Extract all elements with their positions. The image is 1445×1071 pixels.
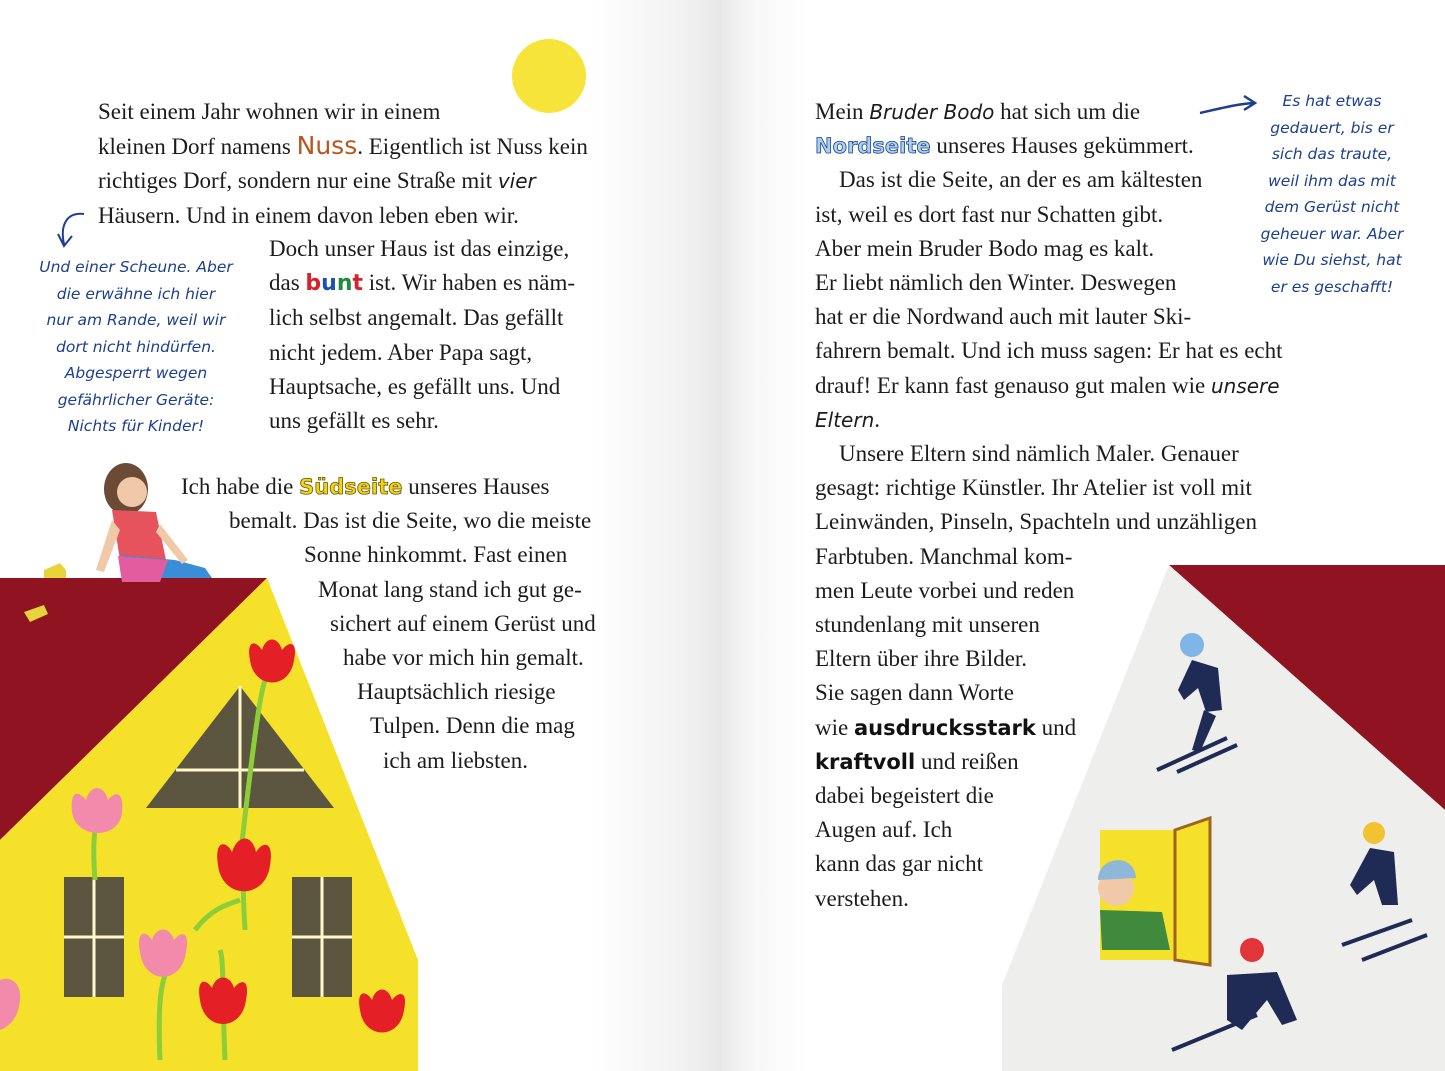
paragraph-haus: Doch unser Haus ist das einzige, das bunt ist. Wir haben es näm- lich selbst angemalt. Das gefällt nicht jedem. Aber Papa sagt, Hauptsache, es gefällt uns. Und uns gefällt es sehr. [269, 236, 576, 434]
word-nuss: Nuss [296, 131, 358, 161]
word-eltern: Eltern [815, 407, 875, 432]
word-ausdrucksstark: ausdrucksstark [853, 715, 1036, 740]
word-bruder-bodo: Bruder Bodo [869, 100, 995, 124]
text-line: Seit einem Jahr wohnen wir in einem [98, 99, 441, 124]
word-kraftvoll: kraftvoll [815, 749, 916, 774]
word-suedseite: Südseite [299, 475, 403, 499]
word-bunt: bunt [305, 271, 364, 297]
note-arrow-icon [58, 214, 84, 246]
margin-note-geruest: Es hat etwas gedauert, bis er sich das traute, weil ihm das mit dem Gerüst nicht geheuer war. Aber wie Du siehst, hat er es geschafft! [1260, 92, 1404, 296]
paragraph-suedseite: Ich habe die Südseite unseres Hauses bemalt. Das ist die Seite, wo die meiste Sonne hinkommt. Fast einen Monat lang stand ich gut ge- sichert auf einem Gerüst und habe vor mich hin gemalt. Hauptsächlich riesige Tulpen. Denn die mag ich am liebsten. [181, 474, 596, 773]
word-nordseite: Nordseite [815, 134, 931, 159]
right-page [722, 0, 1445, 1071]
word-unsere: unsere [1210, 373, 1280, 398]
window-right [292, 877, 352, 997]
paragraph-bodo: Mein Bruder Bodo hat sich um die Nordseite unseres Hauses gekümmert. Das ist die Seite, an der es am kältesten ist, weil es dort fast nur Schatten gibt. Aber mein Bruder Bodo mag es kalt. Er liebt nämlich den Winter. Deswegen hat er die Nordwand auch mit lauter Ski- fahrern bemalt. Und ich muss sagen: Er hat es echt drauf! Er kann fast genauso gut malen wie unsere Eltern. Unsere Eltern sind nämlich Maler. Genauer gesagt: richtige Künstler. Ihr Atelier ist voll mit Leinwänden, Pinseln, Spachteln und unzähligen Farbtuben. Manchmal kom- men Leute vorbei und reden stundenlang mit unseren Eltern über ihre Bilder. Sie sagen dann Worte wie ausdrucksstark und kraftvoll und reißen dabei begeistert die Augen auf. Ich kann das gar nicht verstehen. [815, 99, 1283, 911]
paragraph-dorf: Seit einem Jahr wohnen wir in einem kleinen Dorf namens Nuss. Eigentlich ist Nuss kein richtiges Dorf, sondern nur eine Straße mit vier Häusern. Und in einem davon leben eben wir. [98, 99, 588, 228]
word-vier: vier [497, 169, 536, 194]
window-left [64, 877, 124, 997]
left-page [0, 0, 722, 1071]
margin-note-scheune: Und einer Scheune. Aber die erwähne ich hier nur am Rande, weil wir dort nicht hindürfen. Abgesperrt wegen gefährlicher Geräte: Nichts für Kinder! [39, 258, 233, 435]
